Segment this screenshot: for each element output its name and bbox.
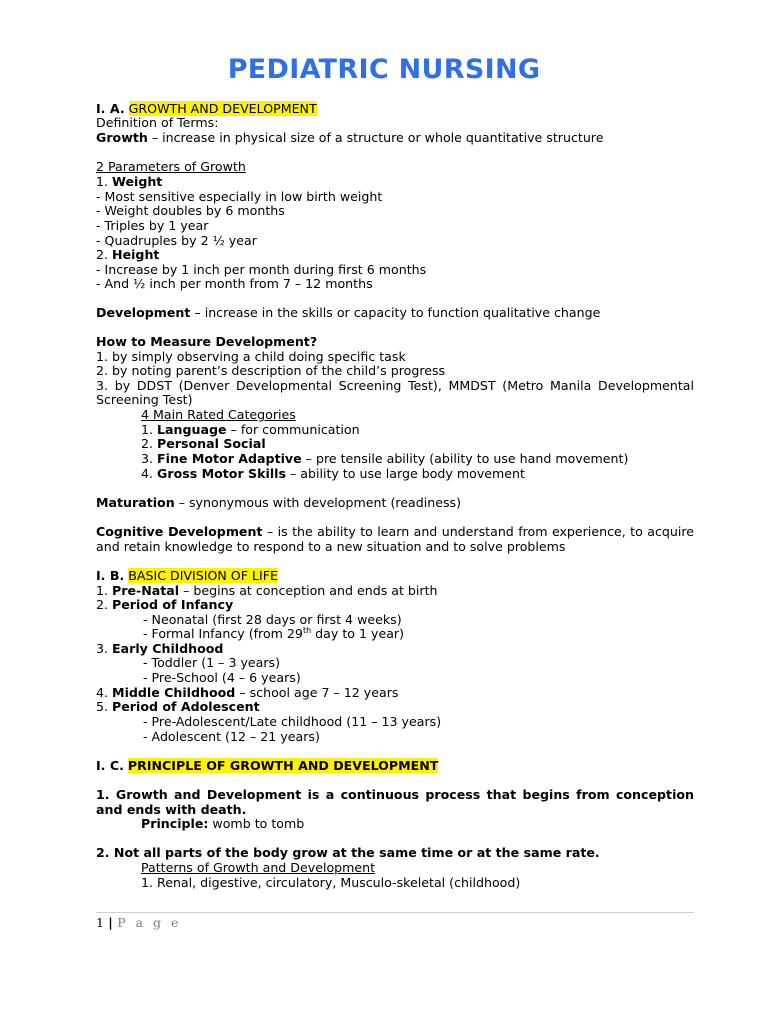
weight-item: - Quadruples by 2 ½ year <box>96 233 257 248</box>
highlighted-heading: BASIC DIVISION OF LIFE <box>128 568 278 583</box>
measure-item: 1. by simply observing a child doing specific task <box>96 349 406 364</box>
highlighted-heading: GROWTH AND DEVELOPMENT <box>128 101 317 116</box>
life-substage-item: - Neonatal (first 28 days or first 4 weeks) <box>143 612 402 627</box>
life-substage-item: - Pre-Adolescent/Late childhood (11 – 13 years) <box>143 714 442 729</box>
measure-heading: How to Measure Development? <box>96 334 318 349</box>
principle-1-continued: and ends with death. <box>96 802 247 817</box>
parameters-heading: 2 Parameters of Growth <box>96 159 246 174</box>
definition-label: Definition of Terms: <box>96 115 219 130</box>
weight-item: - Triples by 1 year <box>96 218 209 233</box>
footer-divider <box>96 912 694 913</box>
pattern-item: 1. Renal, digestive, circulatory, Musculo-skeletal (childhood) <box>141 875 521 890</box>
principle-1: 1. Growth and Development is a continuous process that begins from conception <box>96 787 694 802</box>
life-stage-item: 1. Pre-Natal – begins at conception and ends at birth <box>96 583 438 598</box>
life-substage-item: - Toddler (1 – 3 years) <box>143 655 281 670</box>
height-item: - And ½ inch per month from 7 – 12 months <box>96 276 373 291</box>
life-stage-item: 2. Period of Infancy <box>96 597 234 612</box>
weight-item: - Most sensitive especially in low birth weight <box>96 189 383 204</box>
measure-item: 3. by DDST (Denver Developmental Screening Test), MMDST (Metro Manila Developmental <box>96 378 694 393</box>
life-stage-item: 4. Middle Childhood – school age 7 – 12 years <box>96 685 399 700</box>
categories-heading: 4 Main Rated Categories <box>141 407 296 422</box>
category-item: 2. Personal Social <box>141 436 266 451</box>
life-stage-item: 3. Early Childhood <box>96 641 224 656</box>
weight-heading: 1. Weight <box>96 174 163 189</box>
life-substage-item: - Adolescent (12 – 21 years) <box>143 729 320 744</box>
page-label: P a g e <box>117 915 182 930</box>
section-heading-ic: I. C. PRINCIPLE OF GROWTH AND DEVELOPMENT <box>96 758 439 773</box>
page-footer: 1 | P a g e <box>96 915 182 930</box>
height-item: - Increase by 1 inch per month during first 6 months <box>96 262 427 277</box>
highlighted-heading: PRINCIPLE OF GROWTH AND DEVELOPMENT <box>127 758 439 773</box>
cognitive-definition-continued: and retain knowledge to respond to a new situation and to solve problems <box>96 539 566 554</box>
category-item: 3. Fine Motor Adaptive – pre tensile ability (ability to use hand movement) <box>141 451 629 466</box>
patterns-heading: Patterns of Growth and Development <box>141 860 376 875</box>
principle-note: Principle: womb to tomb <box>141 816 305 831</box>
principle-2: 2. Not all parts of the body grow at the same time or at the same rate. <box>96 845 600 860</box>
category-item: 1. Language – for communication <box>141 422 360 437</box>
section-heading-ia: I. A. GROWTH AND DEVELOPMENT <box>96 101 317 116</box>
measure-item-continued: Screening Test) <box>96 392 193 407</box>
section-heading-ib: I. B. BASIC DIVISION OF LIFE <box>96 568 278 583</box>
cognitive-definition: Cognitive Development – is the ability to learn and understand from experience, to acquire <box>96 524 694 539</box>
life-substage-item: - Pre-School (4 – 6 years) <box>143 670 301 685</box>
height-heading: 2. Height <box>96 247 160 262</box>
page-number: 1 <box>96 915 104 930</box>
maturation-definition: Maturation – synonymous with development (readiness) <box>96 495 461 510</box>
category-item: 4. Gross Motor Skills – ability to use large body movement <box>141 466 525 481</box>
measure-item: 2. by noting parent’s description of the child’s progress <box>96 363 446 378</box>
weight-item: - Weight doubles by 6 months <box>96 203 285 218</box>
growth-definition: Growth – increase in physical size of a structure or whole quantitative structure <box>96 130 604 145</box>
development-definition: Development – increase in the skills or capacity to function qualitative change <box>96 305 601 320</box>
life-stage-item: 5. Period of Adolescent <box>96 699 260 714</box>
page-title: PEDIATRIC NURSING <box>227 54 541 85</box>
life-substage-item: - Formal Infancy (from 29th day to 1 year) <box>143 625 405 641</box>
